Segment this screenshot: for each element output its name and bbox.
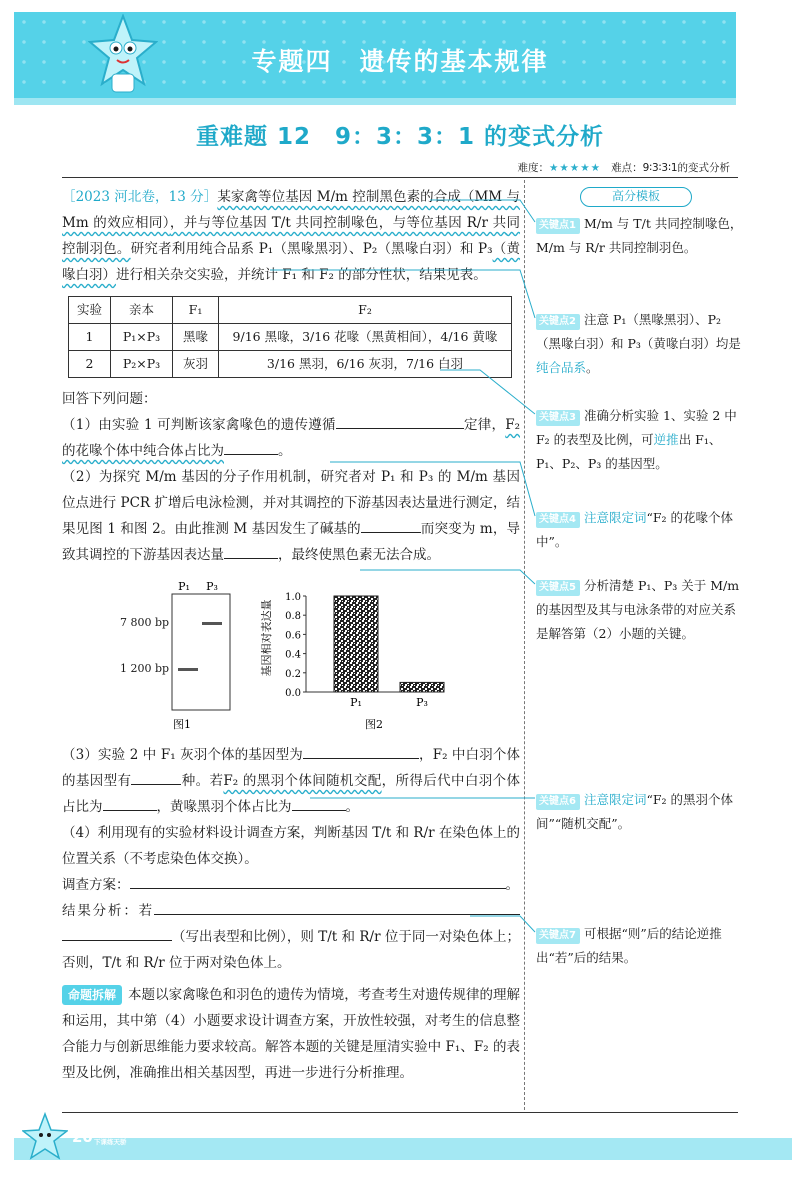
question-4: （4）利用现有的实验材料设计调查方案，判断基因 T/t 和 R/r 在染色体上的位置关系（不考虑染色体交换）。: [62, 825, 520, 867]
table-cell: 灰羽: [173, 351, 219, 378]
table-cell: 2: [69, 351, 111, 378]
answer-blank[interactable]: [154, 899, 520, 915]
size-label: 7 800 bp: [120, 616, 170, 629]
y-tick-label: 1.0: [285, 592, 301, 603]
table-header: 亲本: [111, 297, 173, 324]
keypoint-text: 出 F₁、P₁、P₂、P₃ 的基因型。: [536, 432, 722, 471]
table-cell: P₂×P₃: [111, 351, 173, 378]
gel-band: [178, 668, 198, 671]
keypoint-2: [536, 308, 744, 380]
keypoint-text: M/m 与 T/t 共同控制喙色，M/m 与 R/r 共同控制羽色。: [536, 216, 743, 255]
answer-blank[interactable]: [130, 873, 506, 889]
difficulty-point: 难点：9∶3∶3∶1的变式分析: [611, 162, 730, 174]
q3-text: 。: [345, 799, 359, 815]
analysis-paragraph: [62, 982, 520, 1086]
figure-1-caption: 图1: [173, 718, 191, 731]
intro-text-4: 同控制羽色。: [62, 215, 521, 257]
table-header: 实验: [69, 297, 111, 324]
keypoint-highlight: 注意限定词: [583, 510, 647, 525]
question-3: [62, 742, 520, 820]
figures-area: [62, 578, 520, 738]
section-title: 重难题 12 9：3：3：1 的变式分析: [195, 124, 605, 150]
intro-text-3: ，并与等位基因 T/t 共同控制喙色，与等位基因 R/r 共: [169, 215, 507, 231]
table-row: [69, 351, 512, 378]
size-label: 1 200 bp: [120, 662, 170, 675]
keypoint-text: 可根据“则”后的结论逆推出“若”后的结果。: [536, 926, 722, 965]
header-rule: [62, 177, 738, 178]
keypoint-text: 分析清楚 P₁、P₃ 关于 M/m 的基因型及其与电泳条带的对应关系是解答第（2）小题的关键。: [536, 578, 740, 641]
y-tick-label: 0.8: [285, 611, 301, 623]
keypoint-tag: 关键点3: [536, 410, 580, 426]
question-body: [62, 184, 520, 1086]
question-4-result: [62, 898, 520, 976]
y-tick-label: 0.4: [285, 649, 301, 661]
footer-slogan: [94, 1130, 127, 1146]
keypoint-1: [536, 212, 744, 260]
y-tick-label: 0.6: [285, 630, 301, 642]
table-row: [69, 324, 512, 351]
intro-text-2: Mm 的效应相同）: [62, 215, 170, 231]
intro-text-7: 进行相关杂交实验，并统计 F₁ 和 F₂ 的部分性状，结果见表。: [116, 267, 487, 283]
lane-label: P₃: [206, 580, 218, 593]
keypoint-text: “F₂ 的花喙个体中”。: [536, 510, 734, 549]
q2-text: 而突变为 m，导致其调控的下游基因表达量: [62, 521, 520, 563]
intro-text-5: 研究者利用纯合品系 P₁（黑喙黑羽）、P₂（黑喙白羽）和 P₃: [130, 241, 493, 257]
analysis-label: 命题拆解: [62, 985, 122, 1005]
question-2: [62, 464, 520, 568]
gel-band: [202, 622, 222, 625]
figure-2-caption: 图2: [365, 718, 383, 731]
q4-text: 调查方案：: [62, 877, 130, 893]
side-header-badge: 高分模板: [580, 187, 692, 207]
answer-blank[interactable]: [224, 543, 278, 559]
banner-title: 专题四 遗传的基本规律: [251, 47, 549, 76]
keypoint-text: “F₂ 的黑羽个体间”“随机交配”。: [536, 792, 734, 831]
table-cell: 1: [69, 324, 111, 351]
bar: [334, 596, 378, 692]
keypoint-6: [536, 788, 744, 836]
q3-emphasis: F₂ 的黑羽个体间随机交配: [223, 773, 382, 789]
question-source: ［2023 河北卷，13 分］: [62, 189, 218, 205]
lane-label: P₁: [178, 580, 190, 593]
figure-2-chart: [260, 578, 460, 736]
question-4-plan: [62, 872, 520, 898]
question-1: [62, 412, 520, 464]
y-tick-label: 0.2: [285, 668, 301, 680]
keypoint-highlight: 逆推: [653, 432, 679, 447]
footer-band: [14, 1138, 792, 1160]
gel-frame: [172, 594, 230, 710]
keypoint-3: [536, 404, 744, 476]
answer-blank[interactable]: [303, 743, 419, 759]
q3-text: ，黄喙黑羽个体占比为: [156, 799, 292, 815]
intro-text-6: （黄喙白羽）: [62, 241, 521, 283]
footer-rule: [62, 1112, 738, 1113]
q2-text: ，最终使黑色素无法合成。: [278, 547, 440, 563]
keypoint-highlight: 纯合品系: [536, 360, 587, 375]
keypoint-tag: 关键点2: [536, 314, 580, 330]
question-intro: [62, 184, 520, 288]
answer-blank[interactable]: [224, 439, 278, 455]
table-header: F₁: [173, 297, 219, 324]
q1-text: （1）由实验 1 可判断该家禽喙色的遗传遵循: [62, 417, 336, 433]
bar: [400, 682, 444, 692]
answer-blank[interactable]: [292, 795, 346, 811]
x-tick-label: P₃: [416, 696, 428, 709]
difficulty-label: 难度：: [517, 162, 549, 174]
analysis-text: 本题以家禽喙色和羽色的遗传为情境，考查考生对遗传规律的理解和运用，其中第（4）小题要求设计调查方案，开放性较强，对考生的信息整合能力与创新思维能力要求较高。解答本题的关键是厘清实验中 F₁、F₂ 的表型及比例，准确推出相关基因型，再进一步进行分析推理。: [62, 987, 520, 1081]
keypoint-highlight: 注意限定词: [583, 792, 647, 807]
q1-emphasis: F₂ 的花喙个体中纯合体占比为: [62, 417, 520, 459]
keypoint-text: 准确分析实验 1、实验 2 中 F₂ 的表型及比例，可: [536, 408, 737, 447]
keypoint-tag: 关键点6: [536, 794, 580, 810]
column-divider: [524, 180, 525, 1110]
difficulty-stars: ★★★★★: [548, 162, 602, 174]
q4-text: （写出表型和比例），则 T/t 和 R/r 位于同一对染色体上；否则，T/t 和 R/r 位于两对染色体上。: [62, 929, 520, 971]
answer-blank[interactable]: [336, 413, 464, 429]
q3-text: 种。若: [181, 773, 224, 789]
banner-strip: [14, 98, 736, 105]
x-tick-label: P₁: [350, 696, 362, 709]
table-cell: 3/16 黑羽，6/16 灰羽，7/16 白羽: [219, 351, 512, 378]
keypoint-tag: 关键点7: [536, 928, 580, 944]
keypoint-tag: 关键点4: [536, 512, 580, 528]
results-table: [68, 296, 512, 378]
keypoint-text: 。: [586, 360, 599, 375]
table-cell: P₁×P₃: [111, 324, 173, 351]
table-cell: 9/16 黑喙，3/16 花喙（黑黄相间），4/16 黄喙: [219, 324, 512, 351]
page-number: 20: [72, 1128, 93, 1146]
keypoint-tag: 关键点1: [536, 218, 580, 234]
table-cell: 黑喙: [173, 324, 219, 351]
answer-blank[interactable]: [103, 795, 157, 811]
answer-blank[interactable]: [131, 769, 181, 785]
intro-text-1: 某家禽等位基因 M/m 控制黑色素的合成（MM 与: [217, 189, 520, 205]
keypoint-4: [536, 506, 744, 554]
keypoint-tag: 关键点5: [536, 580, 580, 596]
keypoint-text: 注意 P₁（黑喙黑羽）、P₂（黑喙白羽）和 P₃（黄喙白羽）均是: [536, 312, 741, 351]
y-axis-label: 基因相对表达量: [260, 599, 273, 677]
q3-text: ，所得后代中白羽个体占比为: [62, 773, 521, 815]
figure-1-gel: [122, 578, 242, 736]
q3-text: （3）实验 2 中 F₁ 灰羽个体的基因型为: [62, 747, 303, 763]
q1-text: 定律，: [463, 417, 506, 433]
q1-text: 。: [278, 443, 292, 459]
table-header-row: [69, 297, 512, 324]
footer-slogan-line: 下课练天骄: [94, 1138, 127, 1146]
table-header: F₂: [219, 297, 512, 324]
answer-blank[interactable]: [62, 925, 172, 941]
difficulty-row: [517, 160, 730, 175]
footer-slogan-line: 上着认真听: [94, 1130, 127, 1138]
y-tick-label: 0.0: [285, 688, 301, 699]
footer-mascot-icon: [22, 1112, 68, 1160]
q3-text: ，F₂ 中白羽个体的基因型有: [62, 747, 520, 789]
q2-text: （2）为探究 M/m 基因的分子作用机制，研究者对 P₁ 和 P₃ 的 M/m 基因位点进行 PCR 扩增后电泳检测，并对其调控的下游基因表达量进行测定，结果见图 1 和图 2。由此推测 M 基因发生了碱基的: [62, 469, 520, 537]
keypoint-5: [536, 574, 744, 646]
answer-blank[interactable]: [361, 517, 421, 533]
q4-text: 。: [505, 877, 519, 893]
answer-prompt: 回答下列问题：: [62, 391, 157, 407]
keypoint-7: [536, 922, 744, 970]
q4-text: 结果分析：若: [62, 903, 154, 919]
